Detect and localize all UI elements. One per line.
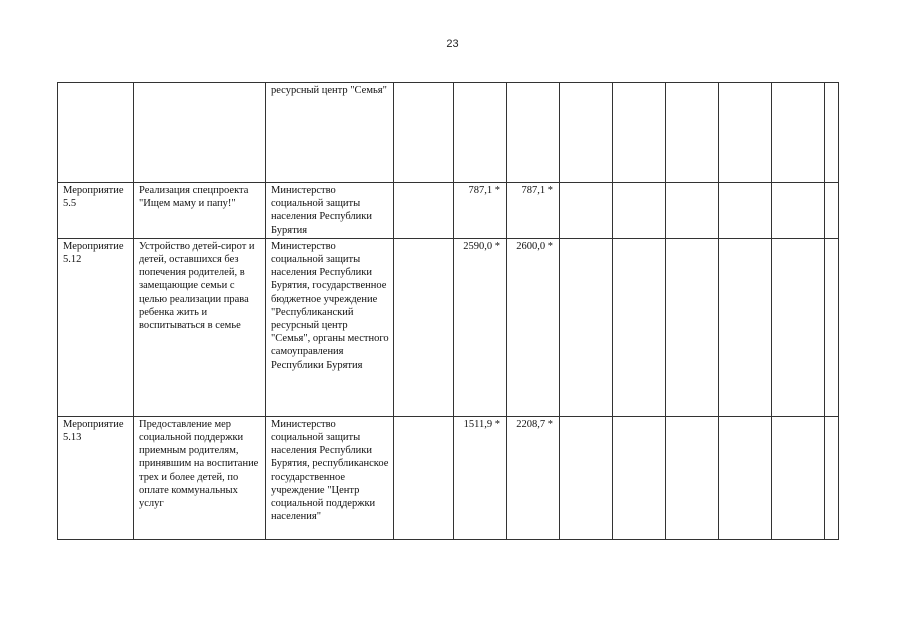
value-cell [394,183,454,239]
value-cell [394,416,454,539]
empty-cell [772,238,825,416]
value-cell: 2600,0 * [507,238,560,416]
empty-cell [613,416,666,539]
executor-cell: Министерство социальной защиты населения Республики Бурятия, государственное бюджетное учреждение "Республиканский ресурсный центр "Семья", органы местного самоуправления Республики Бурятия [266,238,394,416]
empty-cell [666,416,719,539]
value-cell [394,238,454,416]
executor-cell: Министерство социальной защиты населения Республики Бурятия, республиканское государственное учреждение "Центр социальной поддержки населения" [266,416,394,539]
empty-cell [666,238,719,416]
executor-cell: Министерство социальной защиты населения Республики Бурятия [266,183,394,239]
measure-name-cell: Предоставление мер социальной поддержки приемным родителям, принявшим на воспитание трех и более детей, по оплате коммунальных услуг [134,416,266,539]
empty-cell [825,238,839,416]
measure-id-cell [58,83,134,183]
value-cell [394,83,454,183]
value-cell: 2590,0 * [454,238,507,416]
empty-cell [613,183,666,239]
value-cell: 1511,9 * [454,416,507,539]
empty-cell [719,416,772,539]
page-number: 23 [446,38,459,50]
empty-cell [772,183,825,239]
measure-id-cell: Мероприятие 5.5 [58,183,134,239]
measure-name-cell: Устройство детей-сирот и детей, оставшихся без попечения родителей, в замещающие семьи с целью реализации права ребенка жить и воспитываться в семье [134,238,266,416]
executor-cell: ресурсный центр "Семья" [266,83,394,183]
value-cell: 787,1 * [507,183,560,239]
value-cell [454,83,507,183]
empty-cell [613,238,666,416]
empty-cell [560,238,613,416]
measure-name-cell: Реализация спецпроекта "Ищем маму и папу!" [134,183,266,239]
value-cell: 787,1 * [454,183,507,239]
measure-name-cell [134,83,266,183]
table-row [58,416,839,539]
empty-cell [825,183,839,239]
measure-id-cell: Мероприятие 5.12 [58,238,134,416]
empty-cell [666,83,719,183]
empty-cell [613,83,666,183]
measure-id-cell: Мероприятие 5.13 [58,416,134,539]
empty-cell [560,83,613,183]
empty-cell [560,416,613,539]
empty-cell [825,83,839,183]
empty-cell [560,183,613,239]
value-cell: 2208,7 * [507,416,560,539]
empty-cell [719,83,772,183]
empty-cell [666,183,719,239]
empty-cell [719,183,772,239]
empty-cell [825,416,839,539]
table-row [58,238,839,416]
empty-cell [772,83,825,183]
empty-cell [719,238,772,416]
empty-cell [772,416,825,539]
table-row [58,83,839,183]
program-measures-table [57,82,839,540]
table-row [58,183,839,239]
value-cell [507,83,560,183]
